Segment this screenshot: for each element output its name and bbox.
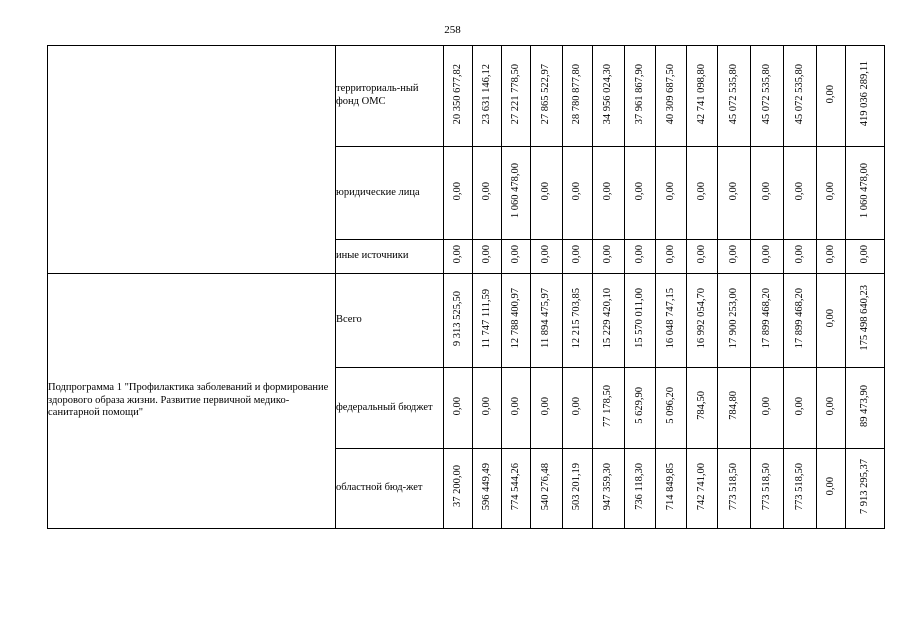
value-cell (563, 368, 593, 449)
value-cell (656, 368, 687, 449)
value-text: 0,00 (727, 245, 739, 264)
value-text: 784,50 (695, 391, 707, 421)
value-text: 28 780 877,80 (571, 63, 583, 124)
value-cell (817, 46, 846, 147)
value-cell (502, 449, 531, 529)
value-cell (531, 147, 563, 240)
value-cell (656, 147, 687, 240)
value-cell (846, 274, 885, 368)
value-text: 947 359,30 (602, 462, 614, 510)
value-text: 0,00 (760, 181, 772, 200)
value-text: 0,00 (727, 181, 739, 200)
value-text: 0,00 (695, 245, 707, 264)
value-text: 37 961 867,90 (633, 63, 645, 124)
value-cell (444, 147, 473, 240)
value-text: 0,00 (695, 181, 707, 200)
value-text: 0,00 (540, 396, 552, 415)
value-cell (751, 147, 784, 240)
value-text: 0,00 (451, 396, 463, 415)
value-cell (846, 449, 885, 529)
value-cell (502, 274, 531, 368)
value-text: 742 741,00 (695, 462, 707, 510)
value-text: 0,00 (664, 181, 676, 200)
value-cell (718, 46, 751, 147)
value-text: 0,00 (824, 245, 836, 264)
value-text: 0,00 (824, 309, 836, 328)
value-cell (718, 240, 751, 274)
value-cell (784, 46, 817, 147)
value-text: 773 518,50 (793, 462, 805, 510)
value-cell (563, 147, 593, 240)
value-text: 20 350 677,82 (451, 63, 463, 124)
value-text: 23 631 146,12 (480, 63, 492, 124)
value-cell (687, 46, 718, 147)
value-cell (656, 240, 687, 274)
value-cell (473, 449, 502, 529)
value-cell (444, 368, 473, 449)
value-text: 0,00 (451, 245, 463, 264)
value-text: 11 894 475,97 (540, 288, 552, 349)
value-text: 45 072 535,80 (793, 63, 805, 124)
value-cell (718, 368, 751, 449)
value-text: 0,00 (571, 396, 583, 415)
value-cell (846, 368, 885, 449)
value-cell (817, 274, 846, 368)
value-cell (751, 368, 784, 449)
value-text: 0,00 (760, 396, 772, 415)
value-text: 0,00 (571, 245, 583, 264)
value-text: 0,00 (633, 181, 645, 200)
value-cell (817, 240, 846, 274)
value-cell (531, 368, 563, 449)
value-text: 0,00 (633, 245, 645, 264)
value-text: 7 913 295,37 (858, 458, 870, 514)
value-cell (784, 274, 817, 368)
value-cell (687, 368, 718, 449)
value-text: 0,00 (793, 245, 805, 264)
value-text: 11 747 111,59 (480, 288, 492, 348)
funding-source-cell: областной бюд-жет (336, 449, 444, 529)
value-text: 37 200,00 (451, 465, 463, 508)
value-text: 45 072 535,80 (760, 63, 772, 124)
value-cell (444, 46, 473, 147)
value-cell (563, 46, 593, 147)
value-cell (563, 449, 593, 529)
value-cell (531, 240, 563, 274)
value-cell (473, 147, 502, 240)
value-cell (718, 147, 751, 240)
value-text: 0,00 (602, 181, 614, 200)
value-cell (531, 274, 563, 368)
value-text: 12 788 400,97 (509, 288, 521, 349)
value-cell (502, 240, 531, 274)
value-text: 774 544,26 (509, 462, 521, 510)
value-cell (473, 46, 502, 147)
value-text: 16 048 747,15 (664, 288, 676, 349)
value-text: 175 498 640,23 (858, 285, 870, 352)
value-cell (625, 274, 656, 368)
value-cell (444, 240, 473, 274)
value-text: 0,00 (509, 245, 521, 264)
value-cell (846, 240, 885, 274)
value-cell (563, 240, 593, 274)
value-text: 0,00 (480, 396, 492, 415)
value-text: 12 215 703,85 (571, 288, 583, 349)
value-cell (751, 240, 784, 274)
value-text: 0,00 (858, 245, 870, 264)
page-number: 258 (444, 24, 461, 36)
funding-source-cell: территориаль-ный фонд ОМС (336, 46, 444, 147)
value-cell (625, 147, 656, 240)
value-cell (718, 449, 751, 529)
value-text: 5 629,90 (633, 387, 645, 425)
value-cell (846, 46, 885, 147)
value-cell (656, 274, 687, 368)
table-row (48, 46, 885, 147)
value-cell (625, 240, 656, 274)
value-text: 16 992 054,70 (695, 288, 707, 349)
value-cell (531, 46, 563, 147)
value-cell (625, 368, 656, 449)
value-text: 0,00 (602, 245, 614, 264)
value-cell (817, 147, 846, 240)
value-text: 17 900 253,00 (727, 288, 739, 349)
value-text: 0,00 (760, 245, 772, 264)
value-cell (473, 240, 502, 274)
value-text: 15 229 420,10 (602, 288, 614, 349)
value-cell (784, 449, 817, 529)
value-text: 89 473,90 (858, 384, 870, 427)
value-text: 17 899 468,20 (760, 288, 772, 349)
value-cell (687, 274, 718, 368)
value-text: 40 309 687,50 (664, 63, 676, 124)
value-text: 736 118,30 (633, 462, 645, 510)
funding-source-cell: федеральный бюджет (336, 368, 444, 449)
value-cell (593, 368, 625, 449)
value-cell (687, 449, 718, 529)
program-name-cell: Подпрограмма 1 "Профилактика заболеваний и формирование здорового образа жизни. Развитие первичной медико-санитарной помощи" (48, 274, 336, 529)
value-cell (718, 274, 751, 368)
value-text: 0,00 (451, 181, 463, 200)
value-text: 1 060 478,00 (858, 163, 870, 219)
value-cell (444, 274, 473, 368)
value-text: 0,00 (793, 396, 805, 415)
value-cell (593, 46, 625, 147)
value-text: 5 096,20 (664, 387, 676, 425)
value-cell (625, 46, 656, 147)
value-text: 15 570 011,00 (633, 288, 645, 349)
value-text: 9 313 525,50 (451, 290, 463, 346)
value-text: 0,00 (509, 396, 521, 415)
value-cell (817, 449, 846, 529)
value-text: 596 449,49 (480, 462, 492, 510)
value-text: 714 849,85 (664, 462, 676, 510)
value-text: 0,00 (571, 181, 583, 200)
value-text: 0,00 (480, 245, 492, 264)
value-text: 773 518,50 (760, 462, 772, 510)
value-text: 0,00 (824, 396, 836, 415)
funding-source-cell: Всего (336, 274, 444, 368)
value-text: 27 865 522,97 (540, 63, 552, 124)
value-cell (593, 240, 625, 274)
value-cell (751, 274, 784, 368)
value-text: 503 201,19 (571, 462, 583, 510)
value-text: 17 899 468,20 (793, 288, 805, 349)
value-text: 0,00 (824, 477, 836, 496)
value-cell (751, 46, 784, 147)
table-row (48, 274, 885, 368)
value-text: 773 518,50 (727, 462, 739, 510)
value-cell (687, 240, 718, 274)
value-text: 784,80 (727, 391, 739, 421)
value-cell (751, 449, 784, 529)
value-cell (784, 368, 817, 449)
budget-table (47, 45, 885, 529)
funding-source-cell: иные источники (336, 240, 444, 274)
value-text: 0,00 (664, 245, 676, 264)
value-cell (502, 147, 531, 240)
value-cell (502, 46, 531, 147)
value-text: 0,00 (480, 181, 492, 200)
value-cell (473, 274, 502, 368)
value-text: 0,00 (824, 84, 836, 103)
value-text: 0,00 (540, 181, 552, 200)
value-text: 0,00 (540, 245, 552, 264)
value-cell (687, 147, 718, 240)
value-text: 42 741 098,80 (695, 63, 707, 124)
value-text: 419 036 289,11 (858, 61, 870, 127)
value-cell (444, 449, 473, 529)
value-text: 0,00 (793, 181, 805, 200)
value-cell (784, 147, 817, 240)
value-text: 0,00 (824, 181, 836, 200)
value-cell (817, 368, 846, 449)
value-cell (593, 449, 625, 529)
value-cell (502, 368, 531, 449)
funding-source-cell: юридические лица (336, 147, 444, 240)
value-text: 540 276,48 (540, 462, 552, 510)
value-cell (531, 449, 563, 529)
value-cell (656, 46, 687, 147)
value-cell (656, 449, 687, 529)
value-cell (473, 368, 502, 449)
value-text: 1 060 478,00 (509, 163, 521, 219)
value-cell (593, 274, 625, 368)
value-cell (625, 449, 656, 529)
value-cell (593, 147, 625, 240)
value-cell (784, 240, 817, 274)
value-cell (846, 147, 885, 240)
program-name-cell (48, 46, 336, 274)
value-cell (563, 274, 593, 368)
value-text: 45 072 535,80 (727, 63, 739, 124)
value-text: 77 178,50 (602, 384, 614, 427)
value-text: 34 956 024,30 (602, 63, 614, 124)
value-text: 27 221 778,50 (509, 63, 521, 124)
